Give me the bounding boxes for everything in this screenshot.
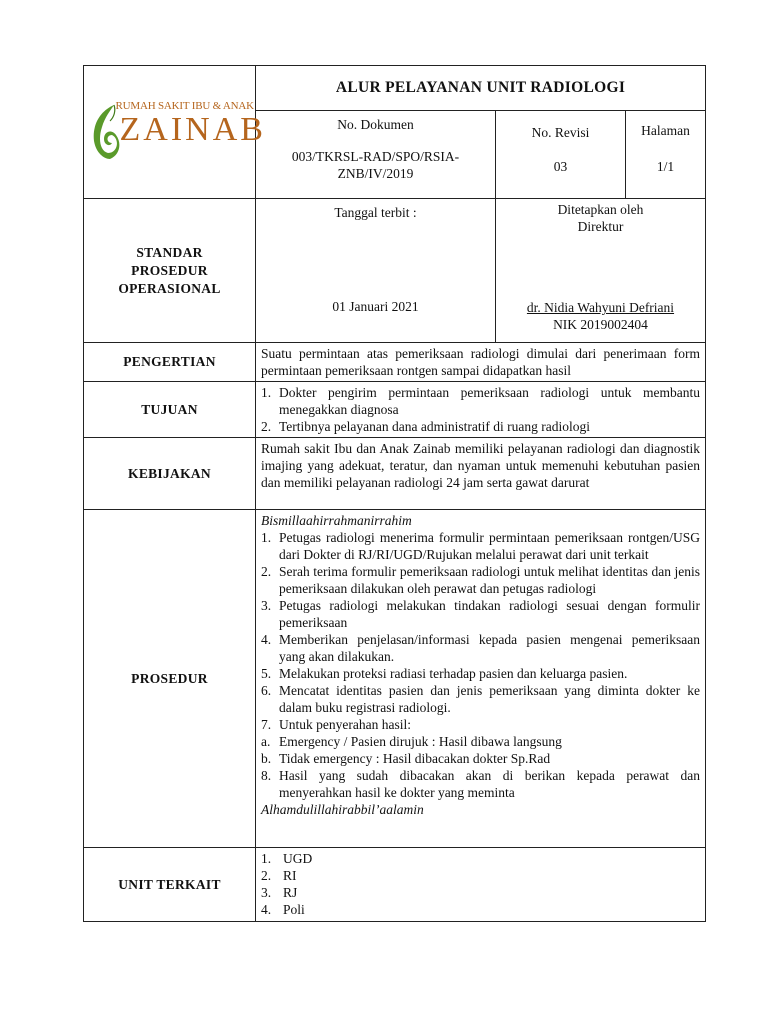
list-item: 8. Hasil yang sudah dibacakan akan di berikan kepada perawat dan menyerahkan hasil ke dokter yang meminta xyxy=(261,768,700,800)
document-title: ALUR PELAYANAN UNIT RADIOLOGI xyxy=(256,66,706,111)
no-dokumen-value-line1: 003/TKRSL-RAD/SPO/RSIA- xyxy=(291,149,460,164)
tanggal-terbit-label: Tanggal terbit : xyxy=(334,205,417,220)
list-item: 1. Petugas radiologi menerima formulir permintaan pemeriksaan rontgen/USG dari Dokter di RJ/RI/UGD/Rujukan melalui perawat dari unit terkait xyxy=(261,530,700,562)
unit-terkait-content xyxy=(256,848,706,922)
list-item: b. Tidak emergency : Hasil dibacakan dokter Sp.Rad xyxy=(261,751,551,766)
spo-label-line1: STANDAR xyxy=(136,244,203,260)
list-item: 2. Tertibnya pelayanan dana administratif di ruang radiologi xyxy=(261,419,590,434)
pengertian-text: Suatu permintaan atas pemeriksaan radiologi dimulai dari penerimaan form permintaan pemeriksaan rontgen sampai didapatkan hasil xyxy=(256,343,706,382)
list-item: 2. Serah terima formulir pemeriksaan radiologi untuk melihat identitas dan jenis pemeriksaan dilakukan oleh perawat dan petugas radiologi xyxy=(261,564,700,596)
kebijakan-text: Rumah sakit Ibu dan Anak Zainab memiliki pelayanan radiologi dan diagnostik imajing yang adekuat, teratur, dan nyaman untuk memenuhi kebutuhan pasien dan memiliki pelayanan radiologi 24 jam serta gawat darurat xyxy=(256,438,706,510)
director-name: dr. Nidia Wahyuni Defriani xyxy=(526,300,675,315)
tanggal-terbit-value: 01 Januari 2021 xyxy=(332,299,419,314)
list-item: 3. RJ xyxy=(261,885,298,900)
list-item: 3. Petugas radiologi melakukan tindakan radiologi sesuai dengan formulir pemeriksaan xyxy=(261,598,700,630)
no-revisi-label: No. Revisi xyxy=(531,125,590,140)
spo-label-line3: OPERASIONAL xyxy=(118,280,221,296)
kebijakan-label: KEBIJAKAN xyxy=(84,438,256,510)
list-item: 4. Poli xyxy=(261,902,305,917)
list-item: 6. Mencatat identitas pasien dan jenis pemeriksaan yang diminta dokter ke dalam buku registrasi radiologi. xyxy=(261,683,700,715)
sop-document xyxy=(83,65,705,922)
ditetapkan-line2: Direktur xyxy=(577,219,624,234)
ditetapkan-line1: Ditetapkan oleh xyxy=(557,202,644,217)
list-item: 1. Dokter pengirim permintaan pemeriksaan radiologi untuk membantu menegakkan diagnosa xyxy=(261,385,700,417)
tujuan-list xyxy=(261,384,700,435)
list-item: a. Emergency / Pasien dirujuk : Hasil dibawa langsung xyxy=(261,734,562,749)
logo-text-line2: ZAINAB xyxy=(119,111,266,148)
tujuan-label: TUJUAN xyxy=(84,382,256,438)
list-item: 4. Memberikan penjelasan/informasi kepada pasien mengenai pemeriksaan yang akan dilakukan. xyxy=(261,632,700,664)
halaman-cell xyxy=(626,111,706,199)
unit-terkait-label: UNIT TERKAIT xyxy=(84,848,256,922)
tanggal-terbit-cell xyxy=(256,199,496,343)
list-item: 5. Melakukan proteksi radiasi terhadap pasien dan keluarga pasien. xyxy=(261,666,628,681)
logo-text-line1: RUMAH SAKIT IBU & ANAK xyxy=(115,100,254,112)
list-item: 1. UGD xyxy=(261,851,313,866)
list-item: 2. RI xyxy=(261,868,297,883)
unit-terkait-list xyxy=(261,850,700,918)
tujuan-content xyxy=(256,382,706,438)
prosedur-opening: Bismillaahirrahmanirrahim xyxy=(261,513,412,528)
logo-cell xyxy=(84,66,266,199)
halaman-label: Halaman xyxy=(641,123,690,138)
pengertian-label: PENGERTIAN xyxy=(84,343,256,382)
spo-label-line2: PROSEDUR xyxy=(131,262,208,278)
hospital-logo xyxy=(90,97,266,167)
prosedur-closing: Alhamdulillahirabbil’aalamin xyxy=(261,802,424,817)
prosedur-list xyxy=(261,529,700,801)
halaman-value: 1/1 xyxy=(656,159,675,174)
ditetapkan-cell xyxy=(496,199,706,343)
prosedur-content xyxy=(256,510,706,848)
list-item: 7. Untuk penyerahan hasil: xyxy=(261,717,411,732)
no-revisi-cell xyxy=(496,111,626,199)
director-nik: NIK 2019002404 xyxy=(553,317,648,332)
spo-label-cell xyxy=(84,199,256,343)
no-dokumen-value-line2: ZNB/IV/2019 xyxy=(337,166,414,181)
no-dokumen-cell xyxy=(256,111,496,199)
no-dokumen-label: No. Dokumen xyxy=(337,117,414,132)
sop-table xyxy=(83,65,706,922)
no-revisi-value: 03 xyxy=(553,159,568,174)
prosedur-label: PROSEDUR xyxy=(84,510,256,848)
